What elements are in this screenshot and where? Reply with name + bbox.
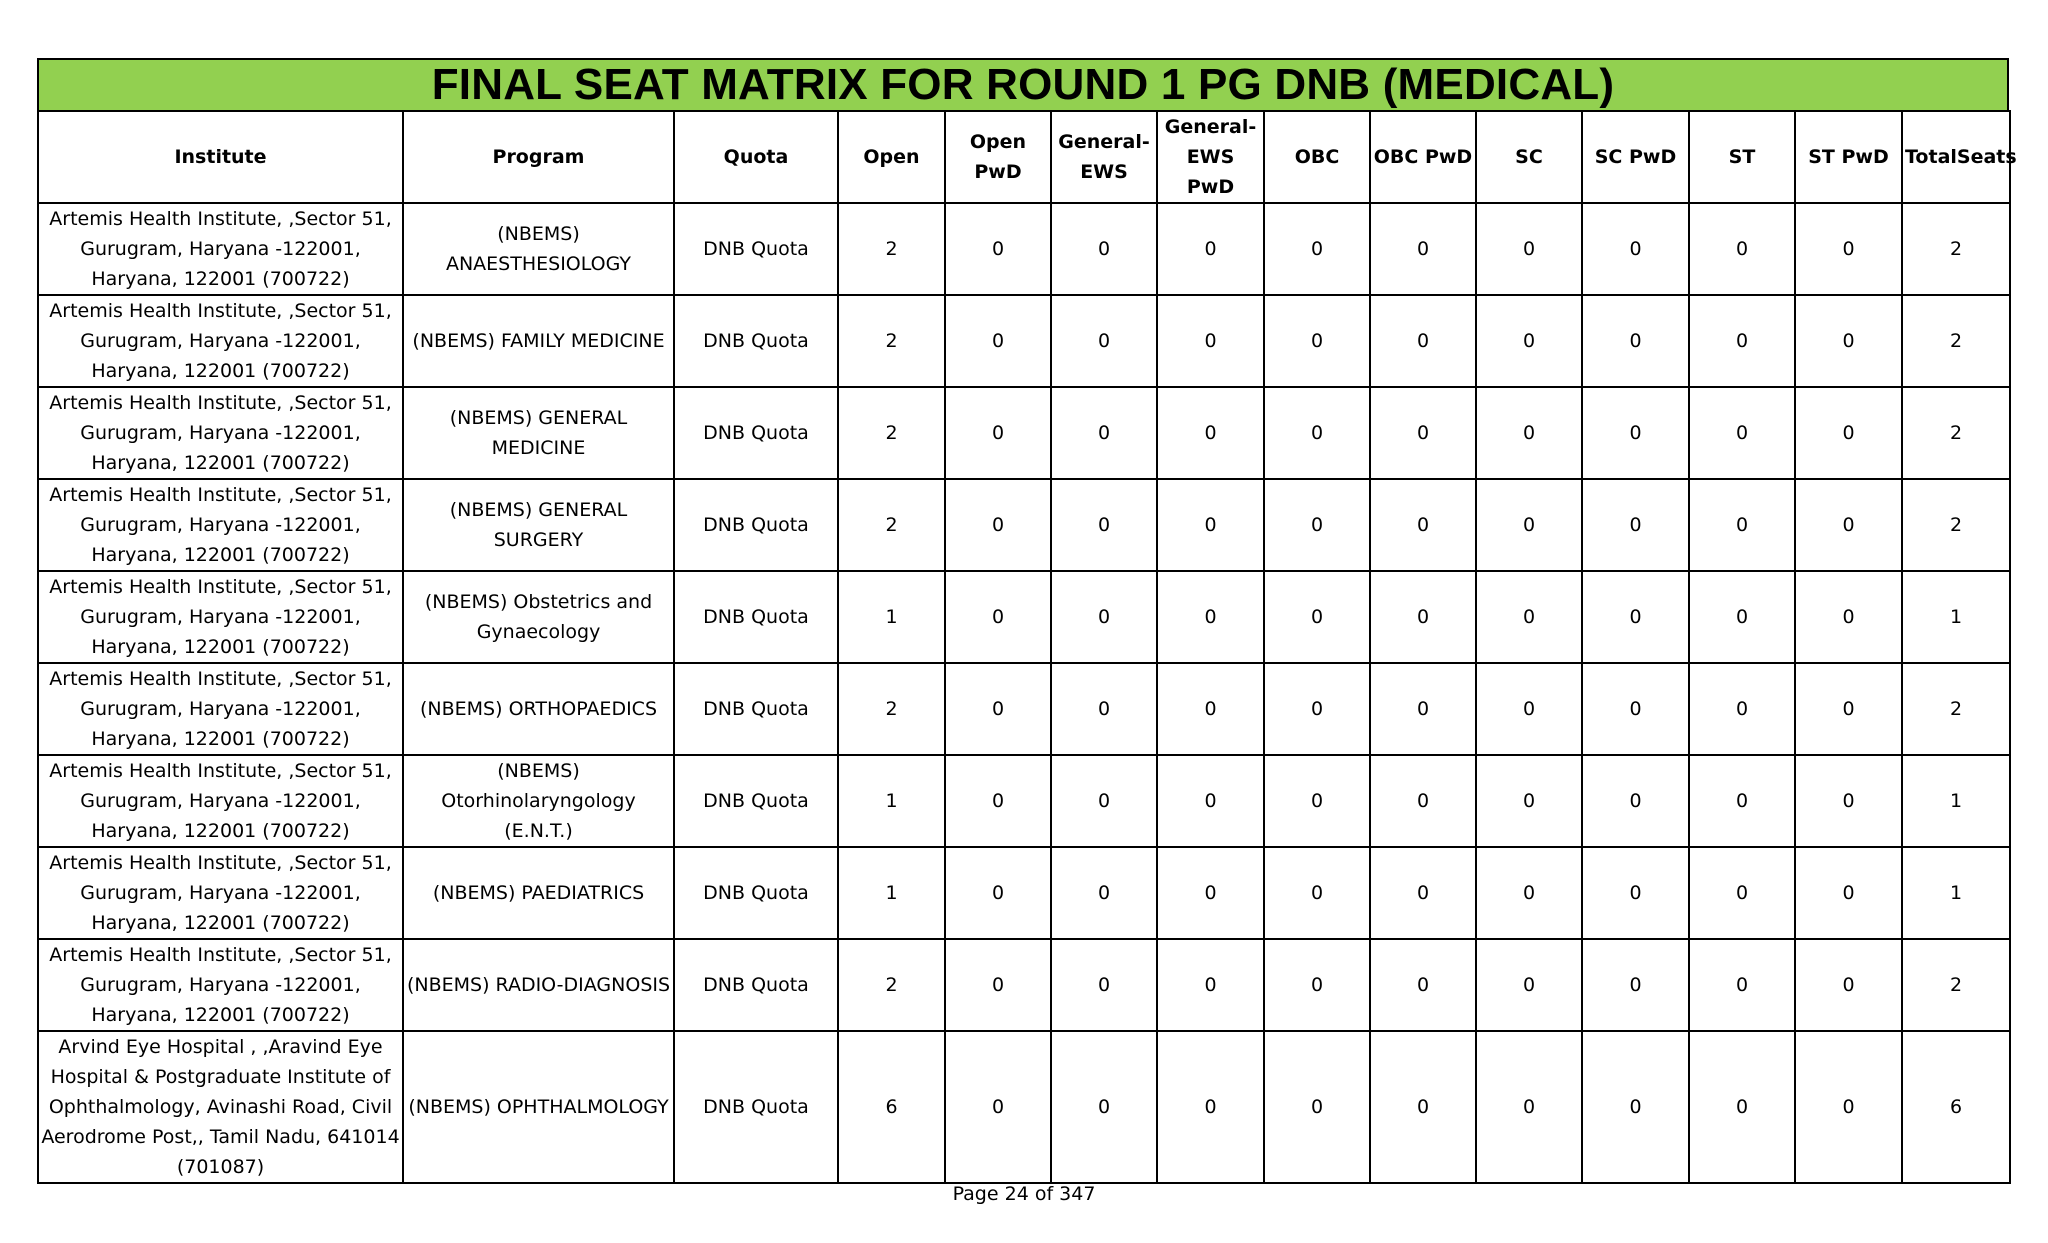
general-ews-cell: 0 [1051,755,1157,847]
table-row [38,847,2010,939]
obc-pwd-cell: 0 [1370,571,1476,663]
program-cell: (NBEMS) OPHTHALMOLOGY [403,1031,674,1183]
st-cell: 0 [1689,663,1795,755]
st-pwd-cell: 0 [1795,571,1902,663]
column-header-open: Open [838,111,945,203]
sc-cell: 0 [1476,939,1582,1031]
obc-pwd-cell: 0 [1370,663,1476,755]
open-cell: 1 [838,571,945,663]
obc-pwd-cell: 0 [1370,1031,1476,1183]
open-cell: 2 [838,939,945,1031]
column-header-sc-pwd: SC PwD [1582,111,1689,203]
total-seats-cell: 2 [1902,939,2010,1031]
table-row [38,755,2010,847]
st-pwd-cell: 0 [1795,663,1902,755]
open-pwd-cell: 0 [945,387,1051,479]
general-ews-cell: 0 [1051,295,1157,387]
program-cell: (NBEMS) GENERAL SURGERY [403,479,674,571]
column-header-obc: OBC [1264,111,1370,203]
open-cell: 2 [838,295,945,387]
general-ews-pwd-cell: 0 [1157,387,1264,479]
institute-cell: Artemis Health Institute, ,Sector 51, Gurugram, Haryana -122001, Haryana, 122001 (700722) [38,203,403,295]
obc-cell: 0 [1264,755,1370,847]
open-pwd-cell: 0 [945,203,1051,295]
quota-cell: DNB Quota [674,1031,838,1183]
sc-pwd-cell: 0 [1582,663,1689,755]
st-pwd-cell: 0 [1795,939,1902,1031]
st-pwd-cell: 0 [1795,387,1902,479]
obc-pwd-cell: 0 [1370,755,1476,847]
open-cell: 2 [838,663,945,755]
obc-pwd-cell: 0 [1370,203,1476,295]
general-ews-cell: 0 [1051,571,1157,663]
obc-pwd-cell: 0 [1370,479,1476,571]
total-seats-cell: 6 [1902,1031,2010,1183]
general-ews-pwd-cell: 0 [1157,1031,1264,1183]
seat-matrix-document [37,58,2017,1184]
obc-pwd-cell: 0 [1370,847,1476,939]
column-header-st: ST [1689,111,1795,203]
institute-cell: Artemis Health Institute, ,Sector 51, Gurugram, Haryana -122001, Haryana, 122001 (700722) [38,571,403,663]
st-pwd-cell: 0 [1795,203,1902,295]
sc-pwd-cell: 0 [1582,387,1689,479]
open-cell: 2 [838,479,945,571]
sc-cell: 0 [1476,203,1582,295]
general-ews-pwd-cell: 0 [1157,203,1264,295]
page-title: FINAL SEAT MATRIX FOR ROUND 1 PG DNB (MEDICAL) [37,58,2009,110]
column-header-sc: SC [1476,111,1582,203]
general-ews-cell: 0 [1051,387,1157,479]
open-pwd-cell: 0 [945,295,1051,387]
general-ews-cell: 0 [1051,1031,1157,1183]
column-header-program: Program [403,111,674,203]
sc-cell: 0 [1476,755,1582,847]
general-ews-pwd-cell: 0 [1157,847,1264,939]
header-row [38,111,2010,203]
column-header-open-pwd: Open PwD [945,111,1051,203]
open-cell: 2 [838,203,945,295]
column-header-total-seats: TotalSeats [1902,111,2010,203]
column-header-general-ews: General-EWS [1051,111,1157,203]
sc-pwd-cell: 0 [1582,295,1689,387]
general-ews-cell: 0 [1051,663,1157,755]
total-seats-cell: 2 [1902,663,2010,755]
st-cell: 0 [1689,847,1795,939]
general-ews-pwd-cell: 0 [1157,663,1264,755]
general-ews-pwd-cell: 0 [1157,479,1264,571]
table-row [38,295,2010,387]
quota-cell: DNB Quota [674,847,838,939]
table-row [38,939,2010,1031]
sc-cell: 0 [1476,571,1582,663]
general-ews-cell: 0 [1051,939,1157,1031]
open-cell: 1 [838,847,945,939]
open-cell: 6 [838,1031,945,1183]
st-pwd-cell: 0 [1795,847,1902,939]
table-row [38,387,2010,479]
open-pwd-cell: 0 [945,939,1051,1031]
general-ews-pwd-cell: 0 [1157,939,1264,1031]
st-cell: 0 [1689,939,1795,1031]
sc-cell: 0 [1476,295,1582,387]
institute-cell: Artemis Health Institute, ,Sector 51, Gurugram, Haryana -122001, Haryana, 122001 (700722) [38,663,403,755]
sc-pwd-cell: 0 [1582,847,1689,939]
st-cell: 0 [1689,295,1795,387]
st-pwd-cell: 0 [1795,479,1902,571]
table-row [38,479,2010,571]
quota-cell: DNB Quota [674,663,838,755]
program-cell: (NBEMS) PAEDIATRICS [403,847,674,939]
general-ews-pwd-cell: 0 [1157,755,1264,847]
sc-pwd-cell: 0 [1582,203,1689,295]
seat-matrix-table [37,110,2017,1184]
quota-cell: DNB Quota [674,479,838,571]
obc-cell: 0 [1264,387,1370,479]
st-cell: 0 [1689,571,1795,663]
institute-cell: Artemis Health Institute, ,Sector 51, Gurugram, Haryana -122001, Haryana, 122001 (700722) [38,479,403,571]
quota-cell: DNB Quota [674,755,838,847]
table-row [38,203,2010,295]
total-seats-cell: 2 [1902,295,2010,387]
institute-cell: Arvind Eye Hospital , ,Aravind Eye Hospital & Postgraduate Institute of Ophthalmology, Avinashi Road, Civil Aerodrome Post,, Tamil Nadu, 641014 (701087) [38,1031,403,1183]
open-pwd-cell: 0 [945,571,1051,663]
column-header-general-ews-pwd: General-EWS PwD [1157,111,1264,203]
open-cell: 1 [838,755,945,847]
column-header-obc-pwd: OBC PwD [1370,111,1476,203]
institute-cell: Artemis Health Institute, ,Sector 51, Gurugram, Haryana -122001, Haryana, 122001 (700722) [38,847,403,939]
sc-pwd-cell: 0 [1582,571,1689,663]
st-cell: 0 [1689,755,1795,847]
obc-pwd-cell: 0 [1370,295,1476,387]
quota-cell: DNB Quota [674,939,838,1031]
open-pwd-cell: 0 [945,479,1051,571]
sc-cell: 0 [1476,1031,1582,1183]
st-cell: 0 [1689,1031,1795,1183]
total-seats-cell: 1 [1902,755,2010,847]
quota-cell: DNB Quota [674,295,838,387]
obc-cell: 0 [1264,939,1370,1031]
sc-pwd-cell: 0 [1582,479,1689,571]
quota-cell: DNB Quota [674,387,838,479]
institute-cell: Artemis Health Institute, ,Sector 51, Gurugram, Haryana -122001, Haryana, 122001 (700722) [38,295,403,387]
program-cell: (NBEMS) RADIO-DIAGNOSIS [403,939,674,1031]
open-pwd-cell: 0 [945,755,1051,847]
obc-cell: 0 [1264,847,1370,939]
general-ews-cell: 0 [1051,847,1157,939]
obc-cell: 0 [1264,479,1370,571]
table-row [38,1031,2010,1183]
obc-cell: 0 [1264,571,1370,663]
obc-cell: 0 [1264,203,1370,295]
st-cell: 0 [1689,387,1795,479]
total-seats-cell: 1 [1902,847,2010,939]
program-cell: (NBEMS) GENERAL MEDICINE [403,387,674,479]
sc-pwd-cell: 0 [1582,939,1689,1031]
st-cell: 0 [1689,479,1795,571]
open-pwd-cell: 0 [945,663,1051,755]
sc-cell: 0 [1476,479,1582,571]
column-header-quota: Quota [674,111,838,203]
open-pwd-cell: 0 [945,1031,1051,1183]
sc-cell: 0 [1476,663,1582,755]
total-seats-cell: 2 [1902,387,2010,479]
obc-pwd-cell: 0 [1370,939,1476,1031]
obc-cell: 0 [1264,1031,1370,1183]
institute-cell: Artemis Health Institute, ,Sector 51, Gurugram, Haryana -122001, Haryana, 122001 (700722) [38,755,403,847]
st-pwd-cell: 0 [1795,295,1902,387]
table-row [38,663,2010,755]
general-ews-pwd-cell: 0 [1157,571,1264,663]
institute-cell: Artemis Health Institute, ,Sector 51, Gurugram, Haryana -122001, Haryana, 122001 (700722) [38,387,403,479]
sc-pwd-cell: 0 [1582,755,1689,847]
open-cell: 2 [838,387,945,479]
general-ews-pwd-cell: 0 [1157,295,1264,387]
obc-cell: 0 [1264,663,1370,755]
sc-cell: 0 [1476,847,1582,939]
open-pwd-cell: 0 [945,847,1051,939]
general-ews-cell: 0 [1051,203,1157,295]
table-row [38,571,2010,663]
program-cell: (NBEMS) ORTHOPAEDICS [403,663,674,755]
program-cell: (NBEMS) Obstetrics and Gynaecology [403,571,674,663]
st-pwd-cell: 0 [1795,1031,1902,1183]
quota-cell: DNB Quota [674,203,838,295]
program-cell: (NBEMS) FAMILY MEDICINE [403,295,674,387]
program-cell: (NBEMS) ANAESTHESIOLOGY [403,203,674,295]
column-header-institute: Institute [38,111,403,203]
obc-pwd-cell: 0 [1370,387,1476,479]
sc-cell: 0 [1476,387,1582,479]
general-ews-cell: 0 [1051,479,1157,571]
st-cell: 0 [1689,203,1795,295]
page-number: Page 24 of 347 [952,1183,1096,1205]
obc-cell: 0 [1264,295,1370,387]
sc-pwd-cell: 0 [1582,1031,1689,1183]
quota-cell: DNB Quota [674,571,838,663]
total-seats-cell: 2 [1902,479,2010,571]
total-seats-cell: 2 [1902,203,2010,295]
total-seats-cell: 1 [1902,571,2010,663]
institute-cell: Artemis Health Institute, ,Sector 51, Gurugram, Haryana -122001, Haryana, 122001 (700722) [38,939,403,1031]
program-cell: (NBEMS) Otorhinolaryngology (E.N.T.) [403,755,674,847]
column-header-st-pwd: ST PwD [1795,111,1902,203]
st-pwd-cell: 0 [1795,755,1902,847]
